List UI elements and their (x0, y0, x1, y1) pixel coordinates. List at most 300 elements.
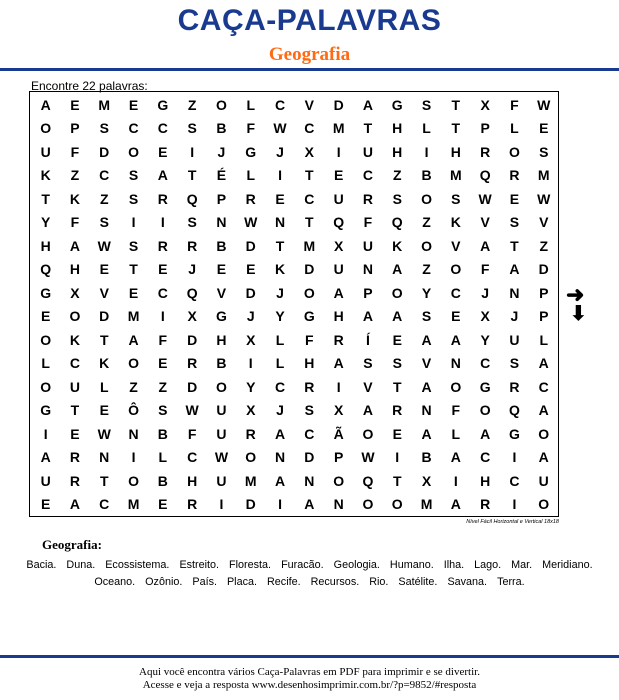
grid-cell: A (333, 284, 344, 301)
grid-cell: O (128, 472, 139, 489)
grid-cell: P (70, 120, 80, 136)
grid-cell: I (43, 425, 48, 442)
grid-cell: J (481, 284, 490, 301)
grid-cell: I (395, 449, 400, 465)
grid-cell: X (480, 308, 490, 324)
grid-cell: A (362, 402, 373, 418)
grid-cell: T (305, 214, 314, 230)
grid-cell: T (392, 472, 402, 489)
grid-cell: H (40, 237, 51, 254)
grid-cell: A (40, 96, 51, 113)
grid-cell: A (421, 378, 432, 395)
grid-cell: L (510, 120, 519, 136)
word-item: Mar. (511, 559, 533, 571)
grid-cell: O (128, 143, 139, 160)
word-item: Furacão. (281, 559, 324, 571)
grid-cell: C (480, 449, 491, 465)
grid-cell: N (274, 449, 286, 465)
grid-cell: F (451, 402, 461, 418)
grid-cell: P (363, 284, 373, 301)
instruction-text: Encontre 22 palavras: (31, 79, 148, 93)
grid-cell: Í (366, 331, 370, 348)
grid-cell: A (480, 237, 491, 254)
grid-cell: S (421, 96, 432, 113)
grid-cell: S (128, 237, 139, 254)
grid-cell: M (244, 472, 257, 489)
grid-cell: J (246, 308, 255, 324)
grid-cell: S (392, 355, 402, 371)
grid-cell: Y (40, 214, 51, 230)
grid-cell: F (510, 96, 519, 113)
grid-cell: L (275, 331, 285, 348)
grid-cell: O (216, 96, 227, 113)
grid-cell: C (69, 355, 80, 371)
grid-cell: J (276, 402, 284, 418)
grid-cell: F (187, 425, 197, 442)
grid-cell: X (187, 308, 197, 324)
grid-cell: M (127, 308, 140, 324)
grid-cell: S (363, 355, 373, 371)
grid-cell: Z (187, 96, 197, 113)
grid-cell: X (304, 143, 314, 160)
grid-cell: Y (421, 284, 432, 301)
grid-cell: A (450, 496, 461, 512)
word-item: Humano. (389, 559, 434, 571)
grid-cell: H (480, 472, 491, 489)
grid-cell: Q (362, 472, 374, 489)
grid-cell: H (450, 143, 461, 160)
word-item: Terra. (497, 576, 525, 588)
grid-cell: G (509, 425, 520, 442)
grid-cell: T (305, 167, 314, 183)
word-item: Estreito. (179, 559, 220, 571)
grid-cell: Q (186, 190, 198, 207)
grid-cell: C (509, 472, 520, 489)
grid-cell: T (70, 402, 80, 418)
grid-cell: H (392, 143, 403, 160)
grid-row (30, 258, 558, 282)
grid-cell: F (70, 214, 80, 230)
grid-cell: A (69, 496, 80, 512)
grid-cell: Ã (333, 425, 344, 442)
word-item: Bacia. (26, 559, 57, 571)
word-item: Rio. (369, 576, 389, 588)
word-item: Ilha. (443, 559, 465, 571)
grid-cell: A (333, 355, 344, 371)
grid-cell: F (305, 331, 314, 348)
grid-cell: G (216, 308, 227, 324)
grid-cell: M (303, 237, 316, 254)
grid-cell: T (510, 237, 519, 254)
word-item: Geologia. (333, 559, 380, 571)
word-search-grid (29, 91, 559, 517)
grid-cell: Z (99, 190, 109, 207)
grid-cell: X (246, 402, 256, 418)
grid-cell: A (69, 237, 80, 254)
grid-cell: E (333, 167, 344, 183)
grid-cell: H (333, 308, 344, 324)
word-item: Savana. (447, 576, 488, 588)
grid-cell: A (421, 425, 432, 442)
grid-cell: R (509, 167, 520, 183)
grid-cell: U (538, 472, 549, 489)
grid-cell: K (450, 214, 461, 230)
grid-cell: M (98, 96, 111, 113)
grid-cell: F (363, 214, 373, 230)
grid-cell: X (421, 472, 432, 489)
grid-cell: C (304, 425, 315, 442)
grid-cell: D (187, 331, 198, 348)
grid-cell: F (70, 143, 80, 160)
grid-cell: B (216, 355, 227, 371)
grid-cell: R (392, 402, 403, 418)
grid-cell: U (69, 378, 80, 395)
grid-cell: S (392, 190, 402, 207)
grid-cell: I (278, 167, 282, 183)
grid-cell: T (187, 167, 197, 183)
grid-row (30, 493, 558, 517)
grid-cell: M (537, 167, 550, 183)
grid-cell: R (480, 143, 491, 160)
page-title: CAÇA-PALAVRAS (177, 4, 442, 37)
grid-cell: L (158, 449, 168, 465)
grid-cell: O (216, 378, 227, 395)
grid-cell: F (158, 331, 168, 348)
grid-cell: A (509, 261, 520, 277)
grid-cell: U (216, 425, 227, 442)
grid-cell: F (246, 120, 256, 136)
grid-cell: V (539, 214, 549, 230)
grid-cell: C (304, 120, 315, 136)
grid-cell: O (303, 284, 315, 301)
grid-cell: C (450, 284, 461, 301)
grid-cell: S (421, 308, 432, 324)
grid-cell: N (216, 214, 227, 230)
grid-cell: N (128, 425, 139, 442)
grid-cell: L (41, 355, 50, 371)
grid-cell: R (187, 355, 198, 371)
grid-row (30, 305, 558, 329)
grid-cell: C (187, 449, 198, 465)
grid-cell: A (304, 496, 315, 512)
grid-cell: I (512, 449, 517, 465)
grid-cell: E (451, 308, 461, 324)
grid-cell: H (216, 331, 227, 348)
grid-cell: W (537, 190, 551, 207)
grid-cell: U (333, 261, 344, 277)
grid-cell: V (99, 284, 109, 301)
grid-cell: L (99, 378, 109, 395)
arrow-right-icon: ➜ (566, 282, 585, 307)
grid-cell: A (392, 308, 403, 324)
word-item: Satélite. (398, 576, 438, 588)
grid-cell: H (304, 355, 315, 371)
grid-cell: X (70, 284, 80, 301)
grid-cell: D (245, 284, 256, 301)
grid-cell: E (275, 190, 285, 207)
grid-cell: A (480, 425, 491, 442)
grid-cell: Y (480, 331, 490, 348)
grid-cell: R (333, 331, 344, 348)
grid-cell: Z (129, 378, 138, 395)
grid-cell: I (424, 143, 429, 160)
grid-row (30, 94, 558, 118)
grid-cell: G (479, 378, 491, 395)
grid-cell: C (99, 167, 110, 183)
grid-cell: M (332, 120, 345, 136)
grid-cell: O (479, 402, 491, 418)
grid-cell: A (128, 331, 139, 348)
grid-row (30, 376, 558, 400)
grid-cell: E (392, 331, 402, 348)
grid-cell: J (276, 143, 284, 160)
grid-cell: A (274, 472, 286, 489)
grid-row (30, 164, 558, 188)
grid-cell: W (97, 425, 111, 442)
footer-line-2: Acesse e veja a resposta www.desenhosimprimir.com.br/?p=9852/#resposta (142, 679, 477, 691)
word-item: Oceano. (94, 576, 136, 588)
footer (0, 666, 619, 692)
grid-cell: K (99, 355, 110, 371)
grid-cell: E (40, 308, 51, 324)
grid-cell: Z (158, 378, 168, 395)
grid-cell: P (539, 284, 549, 301)
grid-cell: G (40, 402, 52, 418)
grid-cell: N (509, 284, 520, 301)
grid-cell: O (391, 284, 403, 301)
grid-cell: R (187, 496, 198, 512)
grid-cell: I (190, 143, 195, 160)
bottom-divider (0, 655, 619, 658)
grid-cell: C (157, 284, 168, 301)
grid-cell: I (512, 496, 517, 512)
grid-cell: H (392, 120, 403, 136)
grid-cell: E (216, 261, 227, 277)
grid-cell: U (509, 331, 520, 348)
grid-cell: J (510, 308, 519, 324)
word-item: País. (192, 576, 217, 588)
grid-cell: R (304, 378, 315, 395)
grid-cell: E (509, 190, 520, 207)
grid-cell: L (451, 425, 461, 442)
word-item: Meridiano. (542, 559, 593, 571)
grid-cell: O (391, 496, 403, 512)
grid-cell: R (245, 425, 256, 442)
grid-cell: I (336, 378, 341, 395)
grid-cell: D (304, 261, 315, 277)
grid-cell: Y (275, 308, 285, 324)
grid-cell: Z (70, 167, 80, 183)
theme-label: Geografia: (42, 537, 102, 552)
grid-cell: S (187, 214, 197, 230)
level-note: Nível Fácil Horizontal e Vertical 18x18 (466, 519, 559, 525)
grid-cell: B (216, 237, 227, 254)
grid-cell: L (539, 331, 549, 348)
grid-cell: I (160, 308, 165, 324)
grid-cell: Q (509, 402, 520, 418)
grid-cell: W (361, 449, 375, 465)
grid-cell: C (274, 96, 286, 113)
grid-cell: W (537, 96, 551, 113)
grid-cell: E (40, 496, 51, 512)
grid-cell: N (333, 496, 344, 512)
grid-cell: R (69, 472, 80, 489)
grid-row (30, 141, 558, 165)
grid-cell: O (333, 472, 345, 489)
grid-cell: E (158, 143, 168, 160)
grid-cell: K (274, 261, 286, 277)
grid-cell: T (451, 96, 461, 113)
grid-cell: I (453, 472, 458, 489)
grid-cell: E (392, 425, 402, 442)
grid-cell: O (69, 308, 81, 324)
grid-cell: D (538, 261, 549, 277)
grid-cell: N (450, 355, 461, 371)
grid-row (30, 188, 558, 212)
grid-cell: Q (40, 261, 52, 277)
grid-cell: R (480, 496, 491, 512)
grid-cell: A (157, 167, 168, 183)
grid-row (30, 423, 558, 447)
grid-cell: J (217, 143, 226, 160)
grid-cell: X (246, 331, 256, 348)
grid-cell: É (216, 167, 227, 183)
grid-cell: V (480, 214, 490, 230)
grid-cell: C (99, 496, 110, 512)
grid-cell: T (363, 120, 373, 136)
grid-cell: L (246, 167, 256, 183)
grid-cell: P (539, 308, 549, 324)
grid-cell: C (538, 378, 549, 395)
grid-cell: A (362, 96, 373, 113)
grid-row (30, 446, 558, 470)
grid-cell: E (99, 402, 109, 418)
grid-cell: B (421, 449, 432, 465)
grid-cell: T (451, 120, 461, 136)
grid-cell: E (128, 284, 139, 301)
grid-cell: B (216, 120, 227, 136)
grid-cell: V (304, 96, 314, 113)
grid-cell: J (276, 284, 284, 301)
grid-cell: U (362, 237, 373, 254)
grid-row (30, 352, 558, 376)
grid-cell: Z (392, 167, 402, 183)
grid-cell: O (421, 190, 432, 207)
grid-cell: C (480, 355, 491, 371)
grid-cell: Q (186, 284, 198, 301)
grid-cell: S (539, 143, 549, 160)
grid-cell: S (128, 190, 139, 207)
grid-cell: G (391, 96, 403, 113)
grid-cell: O (40, 120, 52, 136)
grid-cell: B (421, 167, 432, 183)
grid-cell: I (131, 214, 136, 230)
grid-cell: A (362, 308, 373, 324)
grid-cell: E (158, 261, 168, 277)
grid-cell: T (41, 190, 50, 207)
grid-cell: Y (246, 378, 256, 395)
grid-cell: Q (391, 214, 403, 230)
grid-cell: I (160, 214, 165, 230)
grid-cell: S (158, 402, 168, 418)
grid-cell: U (216, 472, 227, 489)
top-divider (0, 68, 619, 71)
grid-cell: U (216, 402, 227, 418)
grid-cell: U (362, 143, 373, 160)
grid-row (30, 329, 558, 353)
grid-cell: X (333, 237, 344, 254)
grid-cell: B (157, 425, 168, 442)
grid-cell: D (245, 496, 256, 512)
grid-cell: V (216, 284, 227, 301)
grid-cell: D (187, 378, 198, 395)
grid-cell: A (421, 331, 432, 348)
grid-cell: O (450, 261, 462, 277)
grid-cell: P (216, 190, 227, 207)
grid-cell: C (274, 378, 286, 395)
grid-cell: T (99, 472, 109, 489)
grid-cell: U (40, 472, 51, 489)
grid-cell: C (128, 120, 139, 136)
grid-cell: R (245, 190, 256, 207)
grid-cell: A (40, 449, 51, 465)
grid-cell: G (157, 96, 169, 113)
grid-cell: B (157, 472, 168, 489)
grid-cell: N (362, 261, 373, 277)
grid-cell: O (362, 425, 374, 442)
grid-cell: S (304, 402, 314, 418)
grid-cell: N (274, 214, 286, 230)
grid-cell: R (187, 237, 198, 254)
grid-cell: A (538, 449, 549, 465)
grid-cell: X (480, 96, 490, 113)
grid-cell: A (274, 425, 286, 442)
grid-cell: T (392, 378, 402, 395)
grid-cell: T (275, 237, 285, 254)
word-item: Duna. (66, 559, 96, 571)
grid-cell: S (451, 190, 461, 207)
grid-cell: S (99, 214, 109, 230)
grid-cell: I (131, 449, 136, 465)
grid-cell: R (509, 378, 520, 395)
grid-cell: W (97, 237, 111, 254)
grid-cell: S (187, 120, 197, 136)
grid-cell: K (69, 331, 80, 348)
grid-cell: O (450, 378, 462, 395)
word-item: Lago. (474, 559, 502, 571)
word-item: Recursos. (310, 576, 360, 588)
grid-cell: N (304, 472, 315, 489)
grid-cell: E (99, 261, 109, 277)
grid-cell: O (509, 143, 520, 160)
grid-cell: S (509, 355, 520, 371)
grid-cell: W (273, 120, 287, 136)
grid-cell: L (275, 355, 285, 371)
word-item: Ecossistema. (105, 559, 170, 571)
grid-cell: D (99, 308, 110, 324)
grid-cell: K (69, 190, 80, 207)
grid-cell: R (69, 449, 80, 465)
grid-cell: O (245, 449, 257, 465)
grid-cell: W (214, 449, 229, 465)
grid-row (30, 470, 558, 494)
grid-cell: E (539, 120, 549, 136)
grid-cell: X (333, 402, 344, 418)
grid-cell: A (450, 449, 461, 465)
grid-cell: T (129, 261, 138, 277)
grid-cell: O (538, 425, 550, 442)
grid-cell: G (40, 284, 52, 301)
